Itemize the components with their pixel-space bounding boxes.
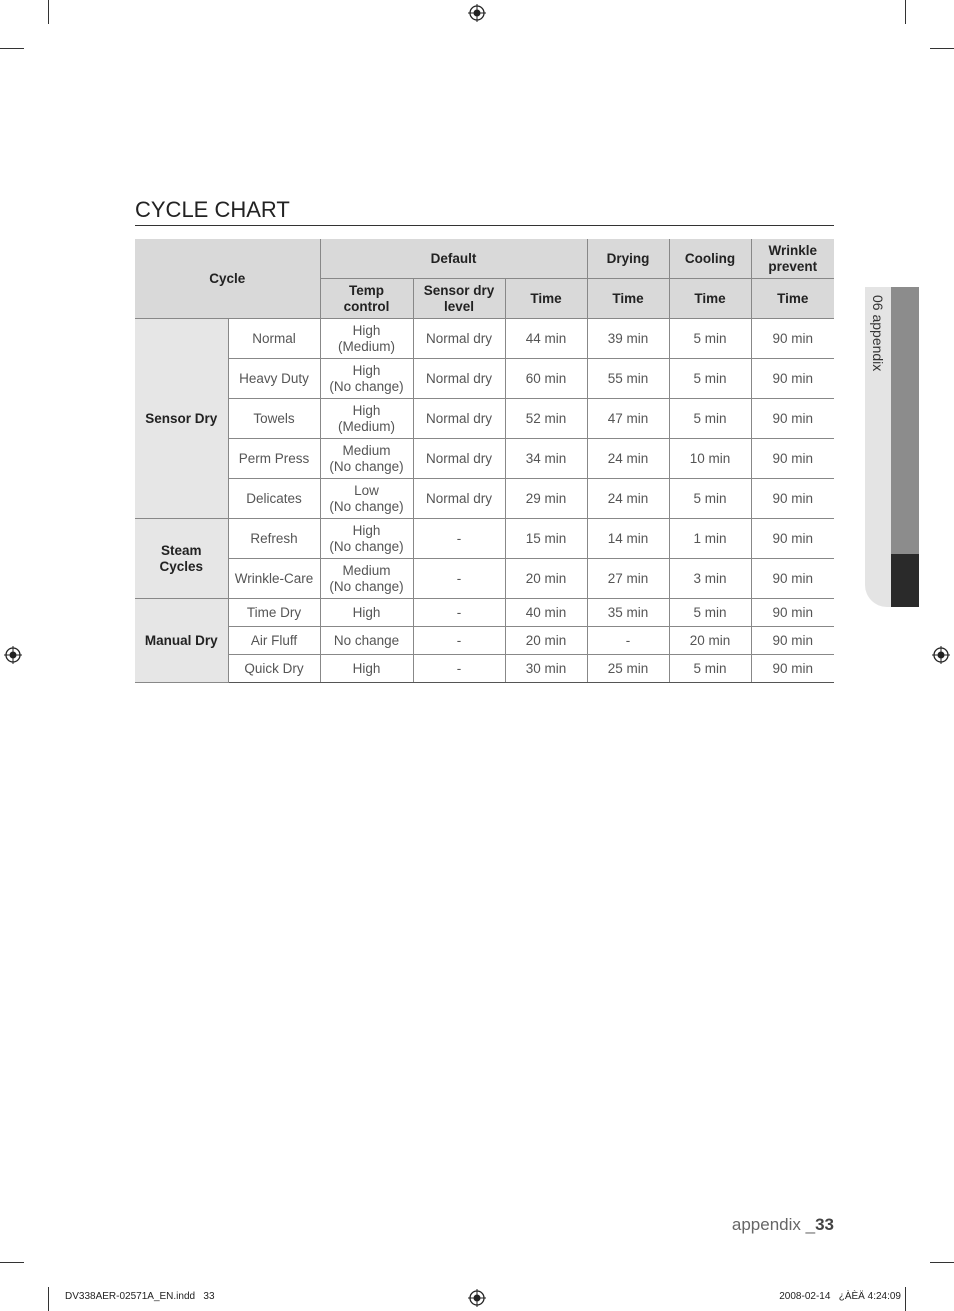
- registration-mark-icon: [468, 4, 486, 22]
- header-default: Default: [320, 239, 587, 279]
- crop-mark: [905, 0, 906, 24]
- cooling-time: 5 min: [669, 319, 751, 359]
- table-row: [135, 319, 834, 359]
- cycle-name: Time Dry: [228, 599, 320, 627]
- cooling-time: 5 min: [669, 479, 751, 519]
- temp-control: High (Medium): [320, 399, 413, 439]
- table-row: [135, 359, 834, 399]
- chapter-tab-label: 06 appendix: [870, 295, 886, 372]
- cycle-name: Wrinkle-Care: [228, 559, 320, 599]
- sensor-dry-level: Normal dry: [413, 439, 505, 479]
- default-time: 30 min: [505, 655, 587, 683]
- wrinkle-prevent-time: 90 min: [751, 359, 834, 399]
- wrinkle-prevent-time: 90 min: [751, 559, 834, 599]
- sensor-dry-level: -: [413, 519, 505, 559]
- crop-mark: [930, 48, 954, 49]
- page-title: CYCLE CHART: [135, 197, 834, 226]
- table-row: [135, 439, 834, 479]
- temp-control: High (Medium): [320, 319, 413, 359]
- wrinkle-prevent-time: 90 min: [751, 519, 834, 559]
- cycle-name: Perm Press: [228, 439, 320, 479]
- table-row: [135, 599, 834, 627]
- sensor-dry-level: -: [413, 627, 505, 655]
- default-time: 20 min: [505, 559, 587, 599]
- cooling-time: 5 min: [669, 399, 751, 439]
- page-footer-number: 33: [815, 1215, 834, 1234]
- header-cooling: Cooling: [669, 239, 751, 279]
- drying-time: 27 min: [587, 559, 669, 599]
- temp-control: No change: [320, 627, 413, 655]
- header-time: Time: [505, 279, 587, 319]
- drying-time: 39 min: [587, 319, 669, 359]
- crop-mark: [48, 0, 49, 24]
- table-row: [135, 519, 834, 559]
- temp-control: Medium (No change): [320, 559, 413, 599]
- header-wrinkle-prevent: Wrinkle prevent: [751, 239, 834, 279]
- crop-mark: [48, 1287, 49, 1311]
- temp-control: Medium (No change): [320, 439, 413, 479]
- sensor-dry-level: Normal dry: [413, 359, 505, 399]
- crop-mark: [905, 1287, 906, 1311]
- temp-control: High (No change): [320, 519, 413, 559]
- temp-control: High: [320, 599, 413, 627]
- drying-time: 24 min: [587, 479, 669, 519]
- wrinkle-prevent-time: 90 min: [751, 399, 834, 439]
- cycle-name: Delicates: [228, 479, 320, 519]
- default-time: 44 min: [505, 319, 587, 359]
- default-time: 15 min: [505, 519, 587, 559]
- drying-time: 35 min: [587, 599, 669, 627]
- registration-mark-icon: [468, 1289, 486, 1307]
- drying-time: 47 min: [587, 399, 669, 439]
- table-row: [135, 655, 834, 683]
- default-time: 29 min: [505, 479, 587, 519]
- crop-mark: [930, 1262, 954, 1263]
- page-footer-label: appendix _: [731, 1215, 816, 1234]
- cooling-time: 5 min: [669, 359, 751, 399]
- cooling-time: 5 min: [669, 655, 751, 683]
- print-slug-left: DV338AER-02571A_EN.indd 33: [65, 1291, 215, 1302]
- table-header-row: [135, 239, 834, 279]
- sensor-dry-level: Normal dry: [413, 399, 505, 439]
- cooling-time: 5 min: [669, 599, 751, 627]
- default-time: 60 min: [505, 359, 587, 399]
- drying-time: 55 min: [587, 359, 669, 399]
- sensor-dry-level: -: [413, 655, 505, 683]
- header-sensor-dry-level: Sensor dry level: [413, 279, 505, 319]
- cooling-time: 1 min: [669, 519, 751, 559]
- default-time: 52 min: [505, 399, 587, 439]
- wrinkle-prevent-time: 90 min: [751, 479, 834, 519]
- drying-time: 24 min: [587, 439, 669, 479]
- group-manual-dry: Manual Dry: [135, 599, 228, 683]
- table-row: [135, 479, 834, 519]
- temp-control: High (No change): [320, 359, 413, 399]
- header-time: Time: [751, 279, 834, 319]
- print-slug-right: 2008-02-14 ¿ÀÈÄ 4:24:09: [779, 1291, 901, 1302]
- cooling-time: 3 min: [669, 559, 751, 599]
- temp-control: High: [320, 655, 413, 683]
- default-time: 20 min: [505, 627, 587, 655]
- crop-mark: [0, 48, 24, 49]
- crop-mark: [0, 1262, 24, 1263]
- cooling-time: 20 min: [669, 627, 751, 655]
- table-row: [135, 399, 834, 439]
- drying-time: 14 min: [587, 519, 669, 559]
- drying-time: 25 min: [587, 655, 669, 683]
- cooling-time: 10 min: [669, 439, 751, 479]
- wrinkle-prevent-time: 90 min: [751, 599, 834, 627]
- drying-time: -: [587, 627, 669, 655]
- cycle-name: Normal: [228, 319, 320, 359]
- header-cycle: Cycle: [135, 239, 320, 319]
- cycle-name: Heavy Duty: [228, 359, 320, 399]
- registration-mark-icon: [4, 646, 22, 664]
- group-steam-cycles: Steam Cycles: [135, 519, 228, 599]
- cycle-name: Towels: [228, 399, 320, 439]
- cycle-name: Air Fluff: [228, 627, 320, 655]
- header-drying: Drying: [587, 239, 669, 279]
- header-time: Time: [587, 279, 669, 319]
- wrinkle-prevent-time: 90 min: [751, 319, 834, 359]
- sensor-dry-level: -: [413, 559, 505, 599]
- temp-control: Low (No change): [320, 479, 413, 519]
- registration-mark-icon: [932, 646, 950, 664]
- group-sensor-dry: Sensor Dry: [135, 319, 228, 519]
- sensor-dry-level: Normal dry: [413, 479, 505, 519]
- default-time: 40 min: [505, 599, 587, 627]
- cycle-name: Quick Dry: [228, 655, 320, 683]
- wrinkle-prevent-time: 90 min: [751, 655, 834, 683]
- cycle-name: Refresh: [228, 519, 320, 559]
- header-time: Time: [669, 279, 751, 319]
- cycle-chart-table: [135, 239, 834, 683]
- page-number: [732, 1215, 834, 1235]
- wrinkle-prevent-time: 90 min: [751, 439, 834, 479]
- header-temp-control: Temp control: [320, 279, 413, 319]
- table-row: [135, 559, 834, 599]
- wrinkle-prevent-time: 90 min: [751, 627, 834, 655]
- sensor-dry-level: Normal dry: [413, 319, 505, 359]
- sensor-dry-level: -: [413, 599, 505, 627]
- table-row: [135, 627, 834, 655]
- default-time: 34 min: [505, 439, 587, 479]
